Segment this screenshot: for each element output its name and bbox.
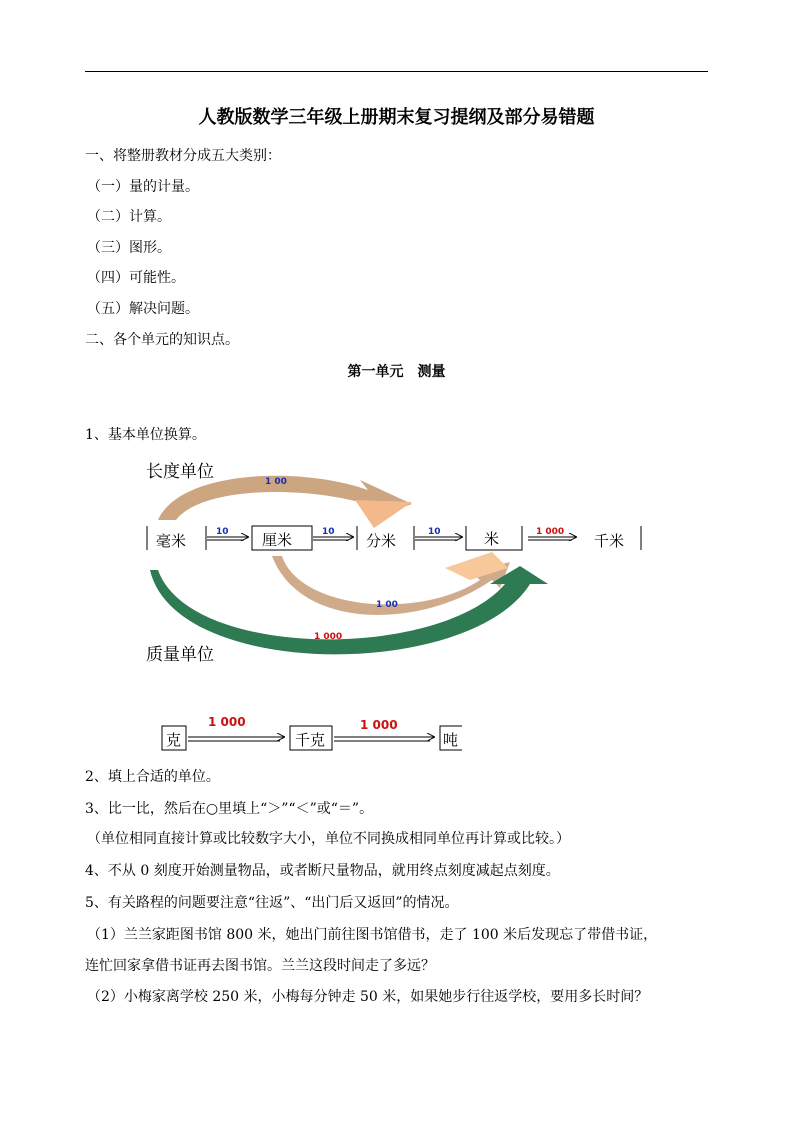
point-3: 3、比一比，然后在○里填上“＞”“＜”或“＝”。 [85, 801, 374, 817]
step-rate: 10 [322, 527, 335, 537]
step-rate: 1 000 [536, 527, 565, 537]
category-item: （三）图形。 [87, 240, 171, 256]
step-arrow [415, 527, 462, 540]
problem-1-line-1: （1）兰兰家距图书馆 800 米，她出门前往图书馆借书，走了 100 米后发现忘了带借书证， [87, 927, 658, 943]
mass-step-arrow [334, 718, 434, 741]
unit1-heading: 第一单元 测量 [347, 364, 446, 380]
arc-mm-to-dm-head [355, 500, 412, 528]
problem-2: （2）小梅家离学校 250 米，小梅每分钟走 50 米，如果她步行往返学校，要用多长时间？ [87, 989, 649, 1005]
unit-gram: 克 [166, 731, 182, 749]
point-4: 4、不从 0 刻度开始测量物品，或者断尺量物品，就用终点刻度减起点刻度。 [85, 863, 560, 879]
mass-unit-label: 质量单位 [146, 645, 214, 665]
point-3-note: （单位相同直接计算或比较数字大小，单位不同换成相同单位再计算或比较。） [87, 831, 570, 847]
unit-centimeter: 厘米 [262, 531, 293, 549]
page-title: 人教版数学三年级上册期末复习提纲及部分易错题 [198, 107, 595, 128]
unit-kilogram: 千克 [295, 731, 326, 749]
step-arrow [207, 527, 248, 540]
mass-rate: 1 000 [208, 715, 246, 729]
unit-millimeter: 毫米 [156, 532, 187, 550]
section1-heading: 一、将整册教材分成五大类别： [85, 148, 281, 164]
mass-step-arrow [188, 715, 284, 741]
unit-meter: 米 [484, 530, 500, 548]
step-rate: 10 [428, 527, 441, 537]
step-arrow [313, 527, 353, 540]
step-rate: 10 [216, 527, 229, 537]
arc-rate-label: 1 000 [314, 632, 343, 642]
step-arrow [528, 527, 576, 540]
category-item: （五）解决问题。 [87, 301, 199, 317]
problem-1-line-2: 连忙回家拿借书证再去图书馆。兰兰这段时间走了多远？ [85, 958, 435, 974]
arc-rate-label: 1 00 [376, 600, 398, 610]
length-unit-label: 长度单位 [146, 462, 214, 482]
point-1: 1、基本单位换算。 [85, 427, 206, 443]
point-5: 5、有关路程的问题要注意“往返”、“出门后又返回”的情况。 [85, 895, 459, 911]
arc-rate-label: 1 00 [265, 477, 287, 487]
unit-decimeter: 分米 [366, 532, 397, 550]
category-item: （一）量的计量。 [87, 179, 199, 195]
category-item: （四）可能性。 [87, 270, 185, 286]
point-2: 2、填上合适的单位。 [85, 769, 220, 785]
unit-kilometer: 千米 [594, 532, 625, 550]
unit-ton: 吨 [443, 731, 459, 749]
mass-rate: 1 000 [360, 718, 398, 732]
section2-heading: 二、各个单元的知识点。 [85, 332, 239, 348]
category-item: （二）计算。 [87, 209, 171, 225]
